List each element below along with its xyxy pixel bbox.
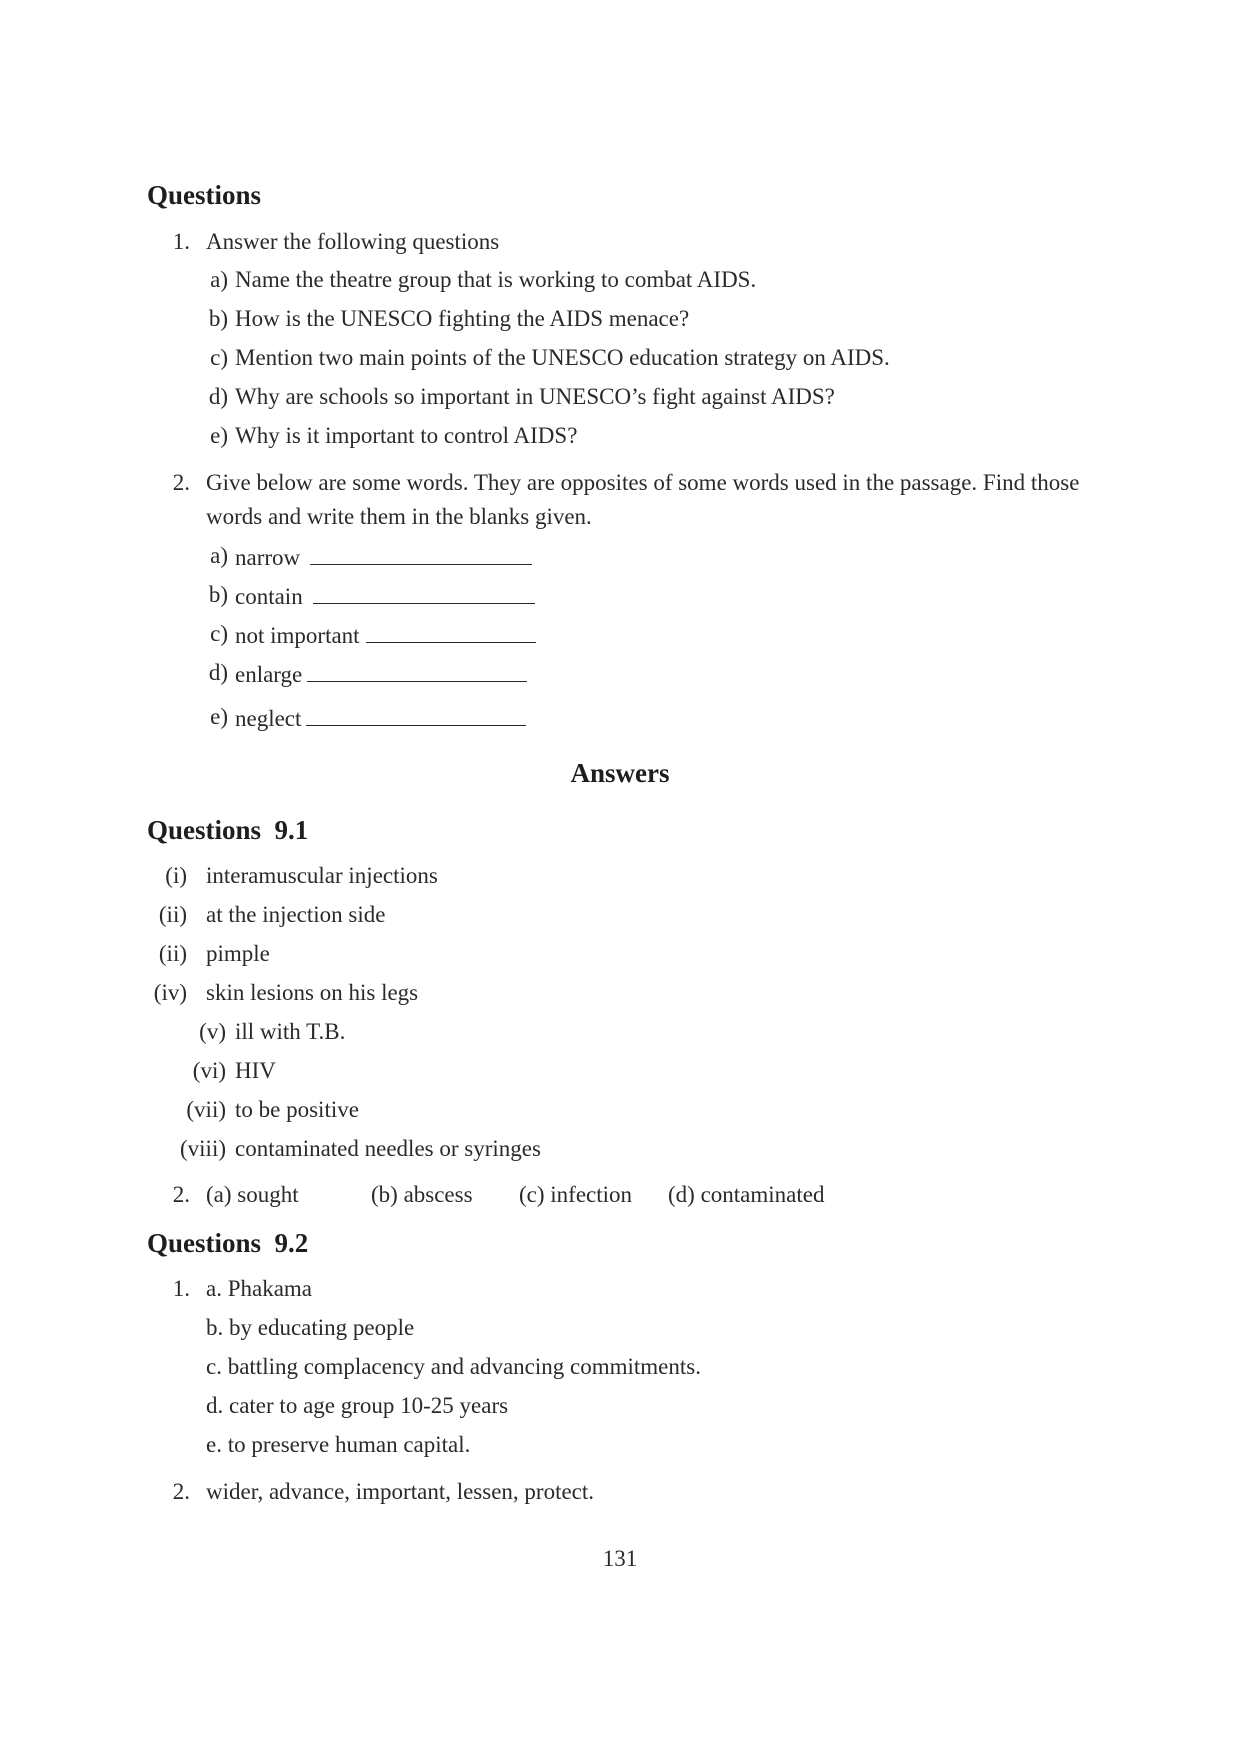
- q1-item-label: b): [208, 306, 228, 331]
- answer-item-text: contaminated needles or syringes: [235, 1136, 541, 1161]
- q2-item: [235, 705, 526, 730]
- answer-q2-number: 2.: [172, 1182, 190, 1207]
- section-9-1-heading: Questions 9.1: [147, 815, 309, 845]
- q1-item-label: e): [210, 423, 228, 448]
- answer-blank: [310, 544, 532, 565]
- q2-text-line1: Give below are some words. They are opposites of some words used in the passage. Find those: [206, 470, 1080, 495]
- q1-item-label: a): [210, 267, 228, 292]
- q2-item: [235, 661, 527, 686]
- answer-blank: [307, 661, 527, 682]
- q2-item-word: not important: [235, 623, 360, 648]
- answer-item-text: skin lesions on his legs: [206, 980, 419, 1005]
- answer-9-2-q2-number: 2.: [172, 1479, 190, 1504]
- q1-item-text: Name the theatre group that is working to combat AIDS.: [235, 267, 757, 292]
- section-9-2-heading: Questions 9.2: [147, 1228, 309, 1258]
- answer-item-label: (i): [165, 863, 187, 888]
- answer-blank: [366, 622, 536, 643]
- answer-9-2-q2-text: wider, advance, important, lessen, protect.: [206, 1479, 595, 1504]
- q2-item-word: enlarge: [235, 662, 303, 687]
- q2-text-line2: words and write them in the blanks given.: [206, 504, 592, 529]
- answer-9-2-item: d. cater to age group 10-25 years: [206, 1393, 509, 1418]
- answers-heading: Answers: [570, 758, 670, 788]
- answer-9-2-item: e. to preserve human capital.: [206, 1432, 471, 1457]
- q2-item-label: c): [210, 621, 228, 646]
- answer-9-2-item: a. Phakama: [206, 1276, 313, 1301]
- answer-q2-c: (c) infection: [519, 1182, 633, 1207]
- answer-blank: [306, 705, 526, 726]
- answer-blank: [313, 583, 535, 604]
- q2-item-word: neglect: [235, 706, 302, 731]
- q2-item-word: narrow: [235, 545, 301, 570]
- answer-item-label: (viii): [180, 1136, 226, 1161]
- q2-item-label: b): [208, 582, 228, 607]
- q2-item-label: a): [210, 543, 228, 568]
- answer-item-text: at the injection side: [206, 902, 386, 927]
- answer-9-2-q1-number: 1.: [172, 1276, 190, 1301]
- answer-item-label: (vii): [186, 1097, 226, 1122]
- q1-item-label: d): [208, 384, 228, 409]
- answer-item-label: (iv): [153, 980, 187, 1005]
- answer-item-label: (v): [199, 1019, 226, 1044]
- q1-number: 1.: [172, 229, 190, 254]
- q2-item-word: contain: [235, 584, 303, 609]
- q1-item-text: Why are schools so important in UNESCO’s fight against AIDS?: [235, 384, 835, 409]
- answer-item-label: (ii): [158, 902, 187, 927]
- answer-item-text: pimple: [206, 941, 270, 966]
- answer-item-text: to be positive: [235, 1097, 359, 1122]
- q2-number: 2.: [172, 470, 190, 495]
- answer-item-text: HIV: [235, 1058, 276, 1083]
- answer-9-2-item: b. by educating people: [206, 1315, 415, 1340]
- q1-item-label: c): [210, 345, 228, 370]
- q2-item: [235, 544, 532, 569]
- answer-item-text: interamuscular injections: [206, 863, 438, 888]
- answer-item-text: ill with T.B.: [235, 1019, 346, 1044]
- answer-9-2-item: c. battling complacency and advancing commitments.: [206, 1354, 701, 1379]
- answer-item-label: (vi): [192, 1058, 226, 1083]
- page-number: 131: [602, 1546, 638, 1571]
- q2-item-label: e): [210, 704, 228, 729]
- q1-item-text: Mention two main points of the UNESCO education strategy on AIDS.: [235, 345, 890, 370]
- q2-item-label: d): [208, 660, 228, 685]
- q2-item: [235, 622, 536, 647]
- q1-item-text: How is the UNESCO fighting the AIDS menace?: [235, 306, 690, 331]
- q1-text: Answer the following questions: [206, 229, 500, 254]
- answer-q2-d: (d) contaminated: [668, 1182, 825, 1207]
- answer-item-label: (ii): [158, 941, 187, 966]
- answer-q2-b: (b) abscess: [371, 1182, 473, 1207]
- q2-item: [235, 583, 535, 608]
- questions-heading: Questions: [147, 180, 262, 210]
- q1-item-text: Why is it important to control AIDS?: [235, 423, 578, 448]
- answer-q2-a: (a) sought: [206, 1182, 299, 1207]
